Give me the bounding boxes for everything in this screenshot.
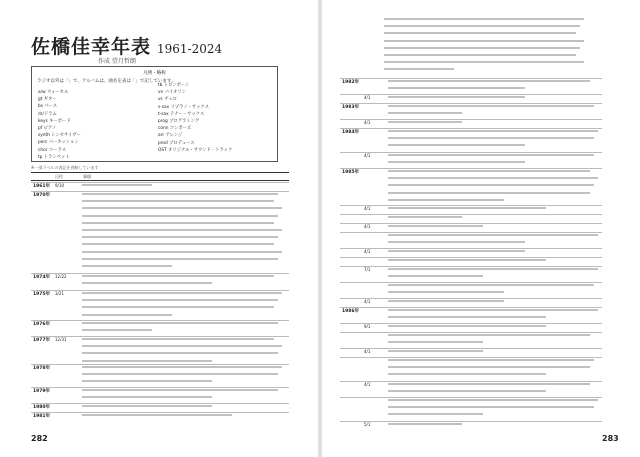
- legend-item: gt ギター: [38, 97, 57, 103]
- timeline-text-line: [388, 216, 462, 218]
- timeline-date: 4/1: [364, 382, 371, 387]
- legend-note: ラジオ以外は「」で、アルバムは、曲名を表は「」で記しています。: [37, 79, 176, 84]
- timeline-text-line: [388, 207, 546, 209]
- timeline-text-line: [384, 40, 584, 42]
- timeline-text-line: [82, 329, 152, 331]
- row-divider: [340, 94, 602, 95]
- row-divider: [340, 168, 602, 169]
- legend-box: [31, 66, 278, 162]
- row-divider: [31, 364, 289, 365]
- timeline-date: 4/1: [364, 206, 371, 211]
- row-divider: [31, 191, 289, 192]
- timeline-text-line: [82, 380, 212, 382]
- timeline-text-line: [388, 137, 594, 139]
- legend-item: s-sax ソプラノ・サックス: [158, 104, 209, 110]
- timeline-text-line: [82, 345, 282, 347]
- timeline-text-line: [388, 80, 590, 82]
- timeline-date: 4/1: [364, 153, 371, 158]
- timeline-year: 1961年: [33, 184, 51, 189]
- timeline-text-line: [388, 413, 483, 415]
- row-divider: [31, 403, 289, 404]
- timeline-text-line: [388, 170, 590, 172]
- legend-item: prod プロデュース: [158, 140, 195, 146]
- timeline-text-line: [388, 366, 590, 368]
- row-divider: [31, 273, 289, 274]
- timeline-text-line: [384, 32, 576, 34]
- timeline-text-line: [388, 177, 598, 179]
- timeline-date: 12/31: [55, 337, 67, 342]
- timeline-text-line: [388, 105, 594, 107]
- legend-heading: 凡例・略称: [143, 71, 166, 76]
- row-divider: [340, 266, 602, 267]
- timeline-text-line: [384, 61, 584, 63]
- legend-item: tp トランペット: [38, 154, 70, 160]
- legend-item: arr アレンジ: [158, 133, 183, 139]
- row-divider: [340, 282, 602, 283]
- row-divider: [31, 290, 289, 291]
- row-divider: [340, 152, 602, 153]
- row-divider: [340, 119, 602, 120]
- timeline-text-line: [82, 193, 278, 195]
- timeline-date: 3/21: [55, 291, 64, 296]
- legend-item: dr/ドラム: [38, 111, 57, 117]
- timeline-text-line: [388, 334, 590, 336]
- row-divider: [340, 103, 602, 104]
- timeline-text-line: [82, 184, 152, 186]
- legend-footnote: ※一部ラベルの表記を省略しています: [31, 165, 99, 170]
- legend-column-abbrev-b: [158, 82, 232, 154]
- timeline-date: 4/1: [364, 349, 371, 354]
- timeline-text-line: [388, 325, 546, 327]
- timeline-text-line: [82, 338, 274, 340]
- timeline-year: 1978年: [33, 366, 51, 371]
- header-date: 日付: [55, 174, 63, 179]
- timeline-date: 4/1: [364, 95, 371, 100]
- timeline-text-line: [388, 121, 462, 123]
- timeline-text-line: [82, 373, 278, 375]
- timeline-text-line: [388, 96, 525, 98]
- timeline-text-line: [82, 352, 278, 354]
- timeline-text-line: [388, 373, 546, 375]
- title-text: 佐橋佳幸年表: [31, 36, 152, 58]
- timeline-date: 4/1: [364, 224, 371, 229]
- timeline-text-line: [82, 389, 278, 391]
- timeline-text-line: [384, 68, 454, 70]
- timeline-year: 1970年: [33, 193, 51, 198]
- row-divider: [340, 307, 602, 308]
- legend-item: t-sax テナー・サックス: [158, 111, 205, 117]
- row-divider: [340, 223, 602, 224]
- timeline-text-line: [384, 25, 580, 27]
- row-divider: [340, 78, 602, 79]
- timeline-text-line: [82, 222, 274, 224]
- timeline-text-line: [388, 291, 504, 293]
- row-divider: [340, 214, 602, 215]
- timeline-date: 9/1: [364, 324, 371, 329]
- row-divider: [340, 232, 602, 233]
- timeline-text-line: [82, 275, 274, 277]
- timeline-text-line: [388, 130, 598, 132]
- byline: 作成 望月哲朗: [98, 58, 136, 65]
- timeline-date: 4/1: [364, 249, 371, 254]
- timeline-date: 9/10: [55, 183, 64, 188]
- timeline-text-line: [388, 241, 525, 243]
- timeline-text-line: [388, 300, 504, 302]
- row-divider: [31, 387, 289, 388]
- row-divider: [340, 248, 602, 249]
- row-divider: [31, 336, 289, 337]
- title-years: 1961-2024: [157, 42, 223, 56]
- left-page: [0, 0, 318, 457]
- timeline-text-line: [388, 390, 546, 392]
- timeline-text-line: [388, 161, 525, 163]
- timeline-year: 1977年: [33, 338, 51, 343]
- timeline-year: 1976年: [33, 322, 51, 327]
- timeline-text-line: [82, 207, 282, 209]
- timeline-text-line: [388, 144, 525, 146]
- timeline-date: 4/1: [364, 120, 371, 125]
- legend-item: keys キーボード: [38, 118, 71, 124]
- timeline-text-line: [384, 54, 576, 56]
- page-number: 282: [31, 434, 48, 443]
- timeline-text-line: [82, 200, 274, 202]
- legend-item: synth シンセサイザー: [38, 133, 81, 139]
- timeline-year: 1974年: [33, 275, 51, 280]
- timeline-text-line: [82, 314, 172, 316]
- timeline-text-line: [82, 396, 212, 398]
- timeline-text-line: [82, 360, 212, 362]
- row-divider: [340, 357, 602, 358]
- timeline-text-line: [388, 399, 598, 401]
- page-number: 283: [602, 434, 619, 443]
- timeline-text-line: [82, 322, 278, 324]
- timeline-text-line: [82, 282, 212, 284]
- timeline-text-line: [82, 258, 278, 260]
- timeline-text-line: [82, 265, 172, 267]
- timeline-year: 1982年: [342, 80, 360, 85]
- legend-item: perc パーカッション: [38, 140, 79, 146]
- timeline-year: 1984年: [342, 130, 360, 135]
- row-divider: [340, 323, 602, 324]
- timeline-year: 1983年: [342, 105, 360, 110]
- timeline-year: 1979年: [33, 389, 51, 394]
- timeline-text-line: [388, 423, 462, 425]
- row-divider: [340, 332, 602, 333]
- timeline-text-line: [82, 306, 274, 308]
- legend-item: prog プログラミング: [158, 119, 200, 125]
- timeline-text-line: [388, 154, 594, 156]
- legend-item: vn バイオリン: [158, 90, 186, 96]
- row-divider: [31, 412, 289, 413]
- timeline-text-line: [388, 87, 525, 89]
- header-event: 事項: [83, 174, 91, 179]
- legend-item: vc チェロ: [158, 97, 178, 103]
- legend-column-abbrev-a: [38, 89, 81, 161]
- timeline-year: 1980年: [33, 405, 51, 410]
- legend-item: chor コーラス: [38, 147, 66, 153]
- timeline-text-line: [388, 192, 590, 194]
- timeline-table-header: [31, 172, 289, 181]
- legend-item: pf ピアノ: [38, 126, 57, 132]
- legend-item: OST オリジナル・サウンド・トラック: [158, 147, 233, 153]
- timeline-text-line: [388, 250, 525, 252]
- timeline-date: 5/1: [364, 422, 371, 427]
- row-divider: [340, 128, 602, 129]
- row-divider: [31, 320, 289, 321]
- timeline-year: 1975年: [33, 292, 51, 297]
- timeline-year: 1985年: [342, 170, 360, 175]
- timeline-text-line: [82, 243, 274, 245]
- timeline-text-line: [388, 275, 483, 277]
- legend-item: tb トロンボーン: [158, 83, 190, 88]
- timeline-text-line: [82, 229, 282, 231]
- timeline-text-line: [388, 383, 590, 385]
- timeline-text-line: [82, 366, 282, 368]
- timeline-text-line: [384, 47, 580, 49]
- row-divider: [340, 205, 602, 206]
- timeline-text-line: [82, 236, 278, 238]
- row-divider: [340, 421, 602, 422]
- timeline-text-line: [388, 112, 462, 114]
- timeline-text-line: [388, 359, 594, 361]
- timeline-text-line: [82, 215, 278, 217]
- timeline-text-line: [388, 268, 598, 270]
- timeline-text-line: [388, 225, 483, 227]
- timeline-text-line: [388, 350, 483, 352]
- timeline-year: 1986年: [342, 309, 360, 314]
- timeline-text-line: [388, 309, 598, 311]
- timeline-text-line: [388, 341, 483, 343]
- legend-item: a/w ウォーカル: [38, 90, 69, 95]
- row-divider: [340, 381, 602, 382]
- page-title: [31, 32, 222, 59]
- row-divider: [31, 182, 289, 183]
- legend-item: conn コンポーズ: [158, 126, 192, 132]
- legend-item: bs ベース: [38, 104, 58, 110]
- row-divider: [340, 298, 602, 299]
- timeline-year: 1981年: [33, 414, 51, 419]
- timeline-text-line: [82, 405, 212, 407]
- timeline-text-line: [388, 259, 546, 261]
- timeline-text-line: [388, 406, 594, 408]
- timeline-date: 7/1: [364, 267, 371, 272]
- timeline-text-line: [388, 284, 594, 286]
- timeline-text-line: [82, 299, 278, 301]
- timeline-text-line: [388, 199, 504, 201]
- timeline-text-line: [82, 414, 232, 416]
- timeline-text-line: [388, 234, 598, 236]
- right-page: [322, 0, 640, 457]
- timeline-date: 12/22: [55, 274, 67, 279]
- timeline-text-line: [384, 18, 584, 20]
- timeline-date: 4/1: [364, 299, 371, 304]
- row-divider: [340, 257, 602, 258]
- timeline-text-line: [82, 251, 282, 253]
- timeline-text-line: [388, 184, 594, 186]
- row-divider: [340, 348, 602, 349]
- timeline-text-line: [388, 316, 546, 318]
- row-divider: [340, 397, 602, 398]
- timeline-text-line: [82, 292, 282, 294]
